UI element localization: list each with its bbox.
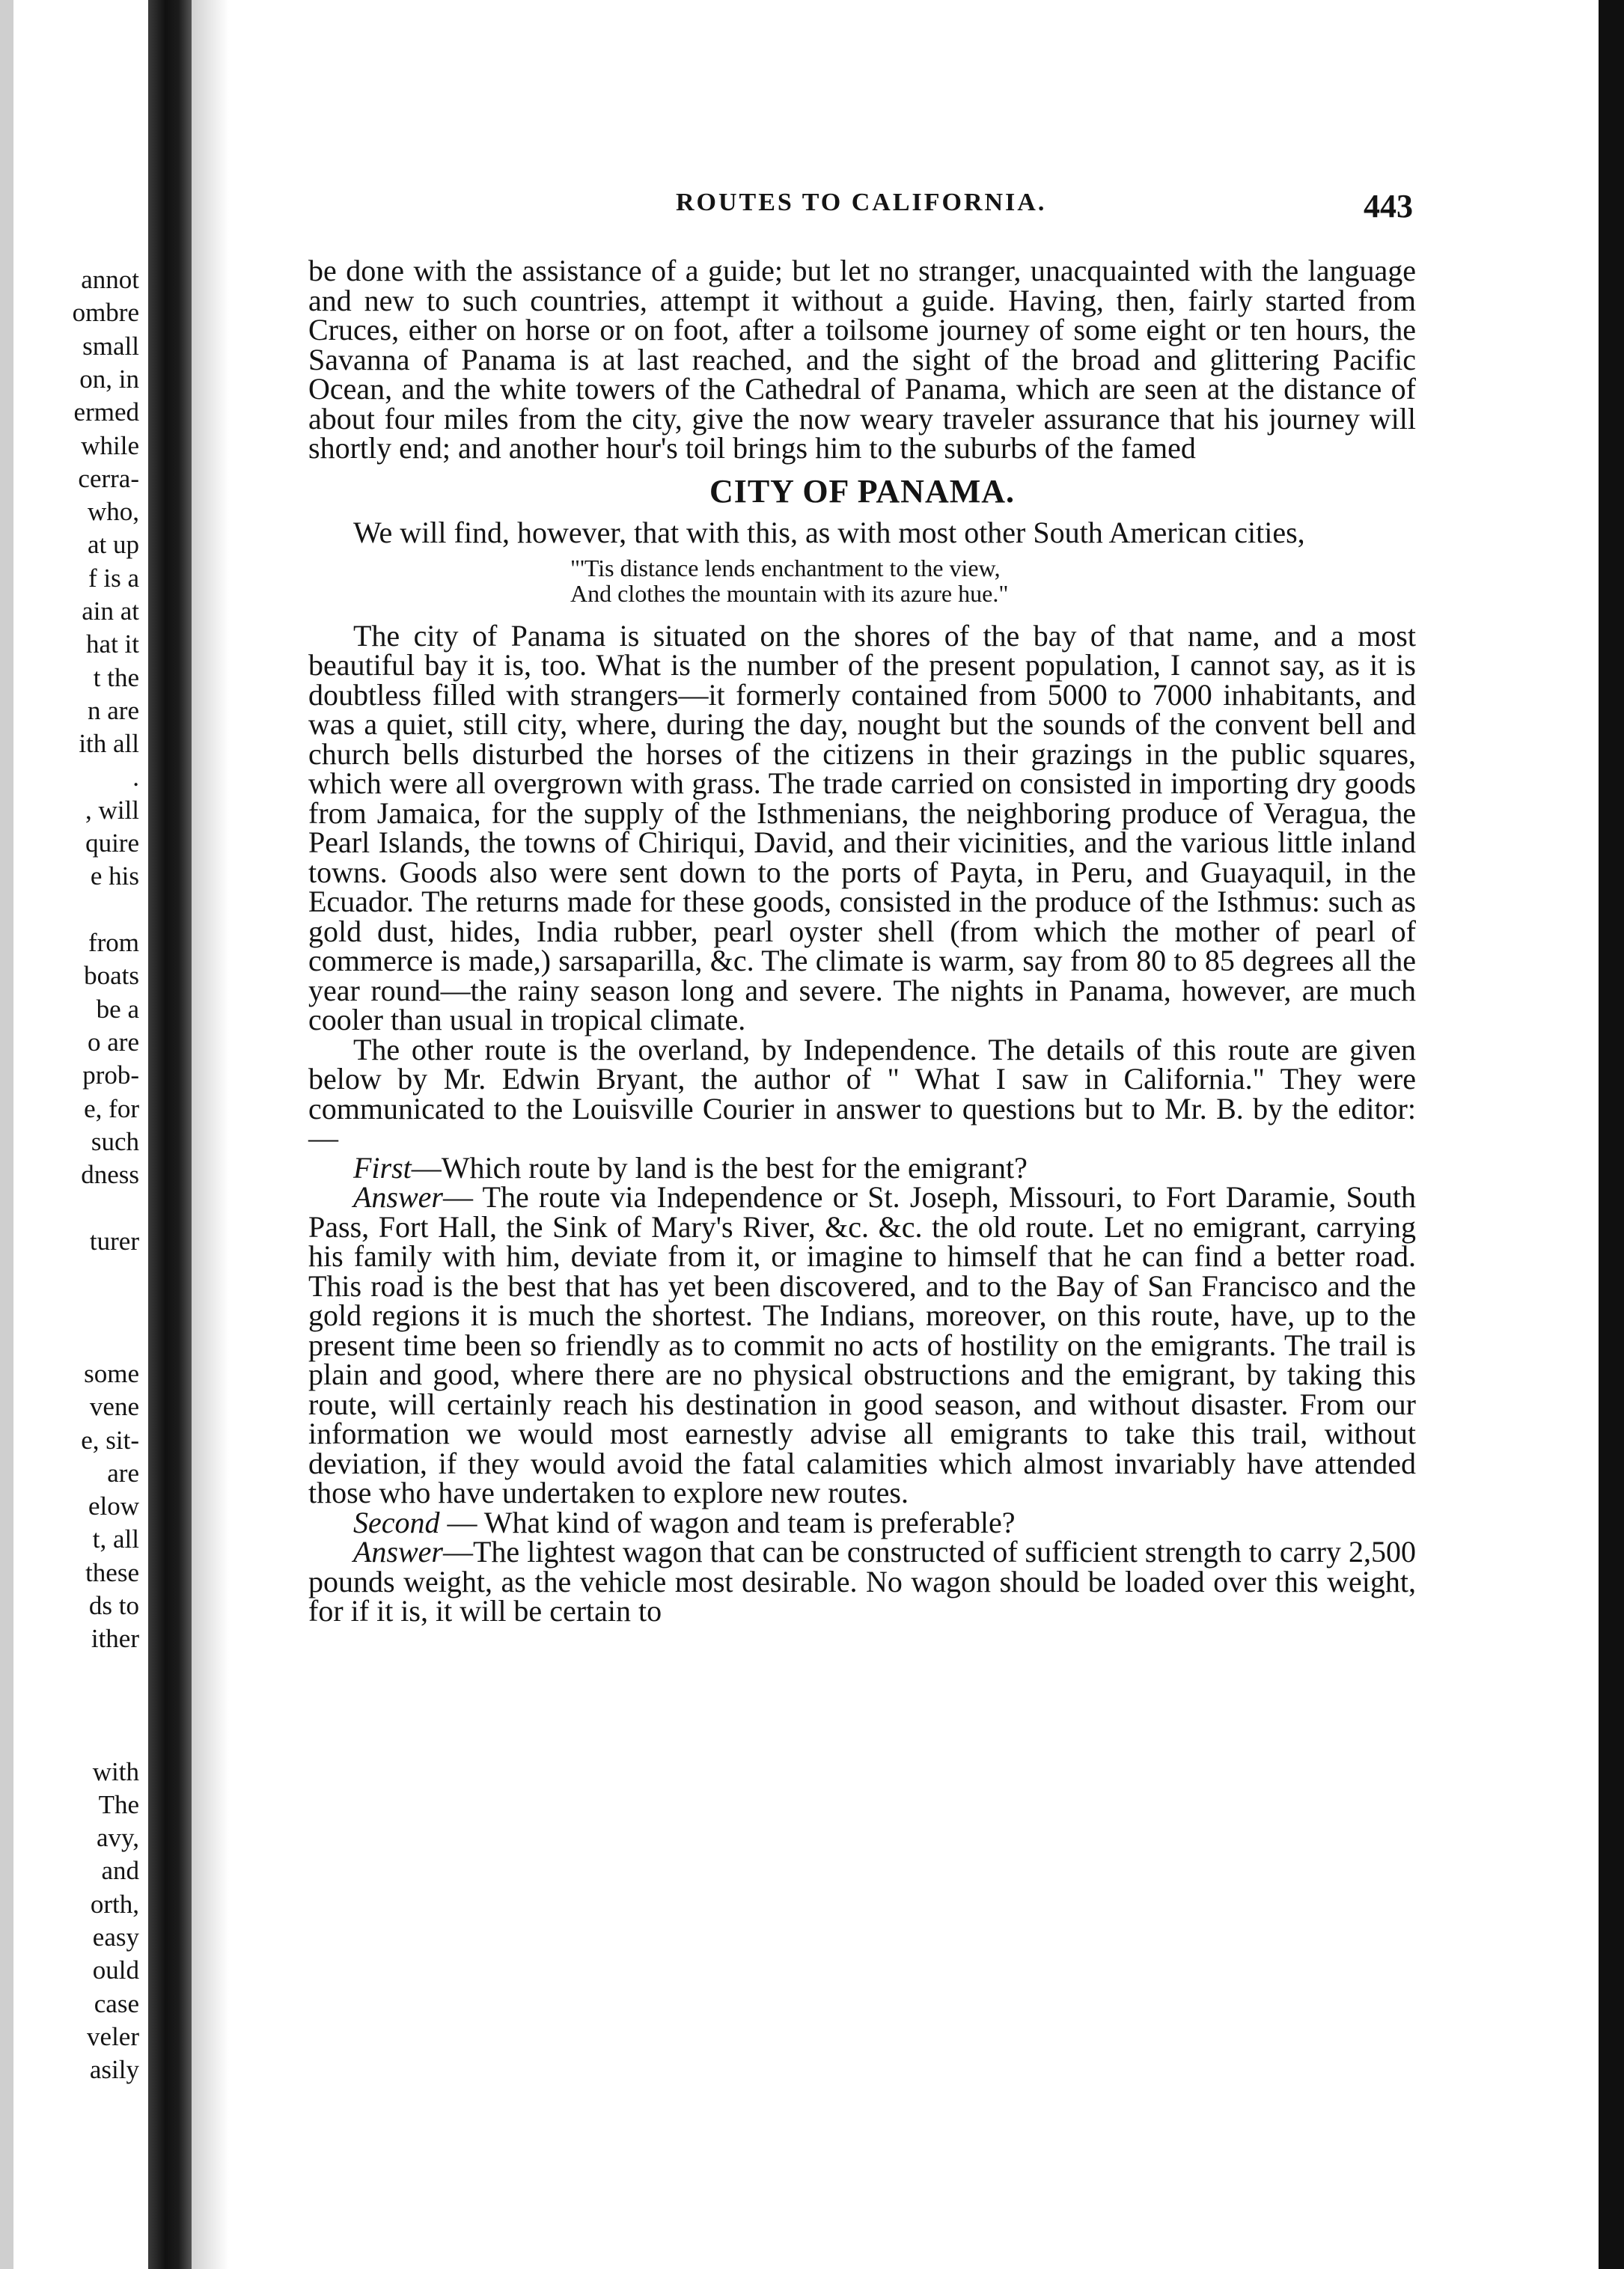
question-text: —Which route by land is the best for the emigrant?: [411, 1150, 1028, 1185]
paragraph-continued: be done with the assistance of a guide; but let no stranger, unacquainted with the language and new to such countries, attempt it without a guide. Having, then, fairly started from Cruces, either on horse or on foot, after a toilsome journey of some eight or ten hours, the Savanna of Panama is at last reached, and the sight of the broad and glittering Pacific Ocean, and the white towers of the Cathedral of Panama, which are seen at the distance of about four miles from the city, give the now weary traveler assurance that his journey will shortly end; and another hour's toil brings him to the suburbs of the famed: [308, 254, 1416, 465]
facing-page-fragment: dness: [81, 1160, 139, 1190]
facing-page-fragment: ould: [92, 1955, 139, 1985]
facing-page-fragment: easy: [92, 1923, 139, 1952]
paragraph-overland: The other route is the overland, by Independence. The details of this route are given below by Mr. Edwin Bryant, the author of " What I saw in California." They were communicated to the Louisville Courier in answer to questions but to Mr. B. by the editor:—: [308, 1032, 1416, 1155]
facing-page-fragment: vene: [89, 1392, 139, 1422]
paragraph-intro: We will find, however, that with this, as with most other South American cities,: [353, 516, 1305, 549]
facing-page-fragment: these: [85, 1557, 139, 1587]
facing-page-fragment: and: [101, 1856, 139, 1886]
answer-text: —The lightest wagon that can be constructed of sufficient strength to carry 2,500 pounds weight, as the vehicle most desirable. No wagon should be loaded over this weight, for if it is, it will be certain to: [308, 1535, 1416, 1628]
verse-line: "'Tis distance lends enchantment to the view,: [570, 554, 1001, 581]
facing-page-fragment: e his: [90, 861, 139, 891]
facing-page-fragment: from: [88, 928, 139, 957]
facing-page-fragment: t, all: [92, 1524, 139, 1554]
facing-page-fragment: ds to: [88, 1591, 139, 1620]
paragraph-panama: The city of Panama is situated on the shores of the bay of that name, and a most beautiful bay it is, too. What is the number of the present population, I cannot say, as it is doubtless filled with strangers—it formerly contained from 5000 to 7000 inhabitants, and was a quiet, still city, where, during the day, nought but the sounds of the convent bell and church bells disturbed the horses of the citizens in their grazings in the public squares, which were all overgrown with grass. The trade carried on consisted in importing dry goods from Jamaica, for the supply of the Isthmenians, the neighboring produce of Veragua, the Pearl Islands, the towns of Chiriqui, David, and their vicinities, and the various little inland towns. Goods also were sent down to the ports of Payta, in Peru, and Guayaquil, in the Ecuador. The returns made for these goods, consisted in the produce of the Isthmus: such as gold dust, hides, India rubber, pearl oyster shell (from which the mother of pearl of commerce is made,) sarsaparilla, &c. The climate is warm, say from 80 to 85 degrees all the year round—the rainy season long and severe. The nights in Panama, however, are much cooler than usual in tropical climate.: [308, 618, 1416, 1036]
facing-page-fragment: hat it: [86, 629, 139, 659]
facing-page-fragment: on, in: [79, 364, 139, 394]
facing-page-fragment: some: [84, 1358, 139, 1388]
facing-page-fragment: orth,: [90, 1889, 139, 1919]
facing-page-fragment: cerra-: [78, 463, 139, 493]
question-label: First: [353, 1150, 412, 1185]
verse-quote: [308, 555, 1416, 606]
facing-page-fragment: avy,: [96, 1823, 139, 1853]
section-heading: CITY OF PANAMA.: [709, 472, 1016, 510]
answer-text: — The route via Independence or St. Joseph, Missouri, to Fort Daramie, South Pass, Fort Hall, the Sink of Mary's River, &c. &c. the old route. Let no emigrant, carrying his family with him, deviate from it, or imagine to himself that he can find a better road. This road is the best that has yet been discovered, and to the Bay of San Francisco and the gold regions it is much the shortest. The Indians, moreover, on this route, have, up to the present time been so friendly as to commit no acts of hostility on the emigrants. The trail is plain and good, where there are no physical obstructions and the emigrant, by taking this route, will certainly reach his destination in good season, and without disaster. From our information we would most earnestly advise all emigrants to take this trail, without deviation, if they would avoid the fatal calamities which almost invariably have attended those who have undertaken to explore new routes.: [308, 1180, 1416, 1509]
scan-right-edge: [1599, 0, 1624, 2269]
facing-page-fragment: ither: [91, 1624, 139, 1654]
facing-page-fragment: prob-: [82, 1060, 139, 1090]
answer-first: [308, 1182, 1416, 1508]
facing-page-fragment: case: [94, 1988, 139, 2018]
answer-label: Answer: [353, 1180, 443, 1214]
facing-page-fragment: are: [107, 1458, 139, 1488]
question-second: [308, 1505, 1416, 1539]
facing-page-fragment: t the: [93, 662, 139, 692]
facing-page-fragment: veler: [87, 2021, 139, 2051]
facing-page-fragment: , will: [85, 795, 139, 825]
facing-page-column: [0, 263, 142, 2134]
facing-page-fragment: elow: [88, 1491, 139, 1521]
page-number: 443: [1364, 188, 1413, 225]
facing-page-fragment: annot: [81, 265, 139, 294]
answer-label: Answer: [353, 1535, 443, 1569]
book-spine-shadow: [148, 0, 192, 2269]
facing-page-fragment: ermed: [73, 397, 139, 427]
facing-page-fragment: f is a: [88, 563, 139, 593]
page-body: [308, 256, 1416, 1626]
facing-page-fragment: The: [98, 1789, 139, 1819]
facing-page-fragment: turer: [89, 1226, 139, 1256]
facing-page-fragment: boats: [84, 961, 139, 991]
facing-page-fragment: ombre: [72, 298, 139, 328]
facing-page-fragment: .: [132, 762, 139, 792]
question-first: [308, 1150, 1416, 1185]
facing-page-fragment: ain at: [82, 596, 139, 626]
facing-page-fragment: small: [82, 331, 139, 361]
facing-page-fragment: at up: [87, 530, 139, 560]
facing-page-fragment: with: [92, 1756, 139, 1786]
question-text: — What kind of wagon and team is preferable?: [439, 1505, 1016, 1539]
verse-line: And clothes the mountain with its azure hue.": [570, 579, 1009, 607]
answer-second: [308, 1537, 1416, 1626]
facing-page-fragment: while: [81, 430, 139, 460]
facing-page-fragment: be a: [96, 994, 139, 1024]
facing-page-fragment: who,: [87, 497, 139, 527]
gutter-shadow: [192, 0, 229, 2269]
question-label: Second: [353, 1505, 440, 1539]
running-header: ROUTES TO CALIFORNIA.: [676, 189, 1047, 216]
facing-page-fragment: ith all: [79, 729, 139, 759]
facing-page-fragment: e, for: [84, 1093, 139, 1123]
facing-page-fragment: n are: [88, 695, 139, 725]
facing-page-fragment: quire: [85, 828, 139, 858]
facing-page-fragment: asily: [89, 2055, 139, 2085]
facing-page-fragment: such: [91, 1126, 139, 1156]
facing-page-fragment: e, sit-: [81, 1425, 139, 1455]
facing-page-fragment: o are: [88, 1027, 139, 1057]
